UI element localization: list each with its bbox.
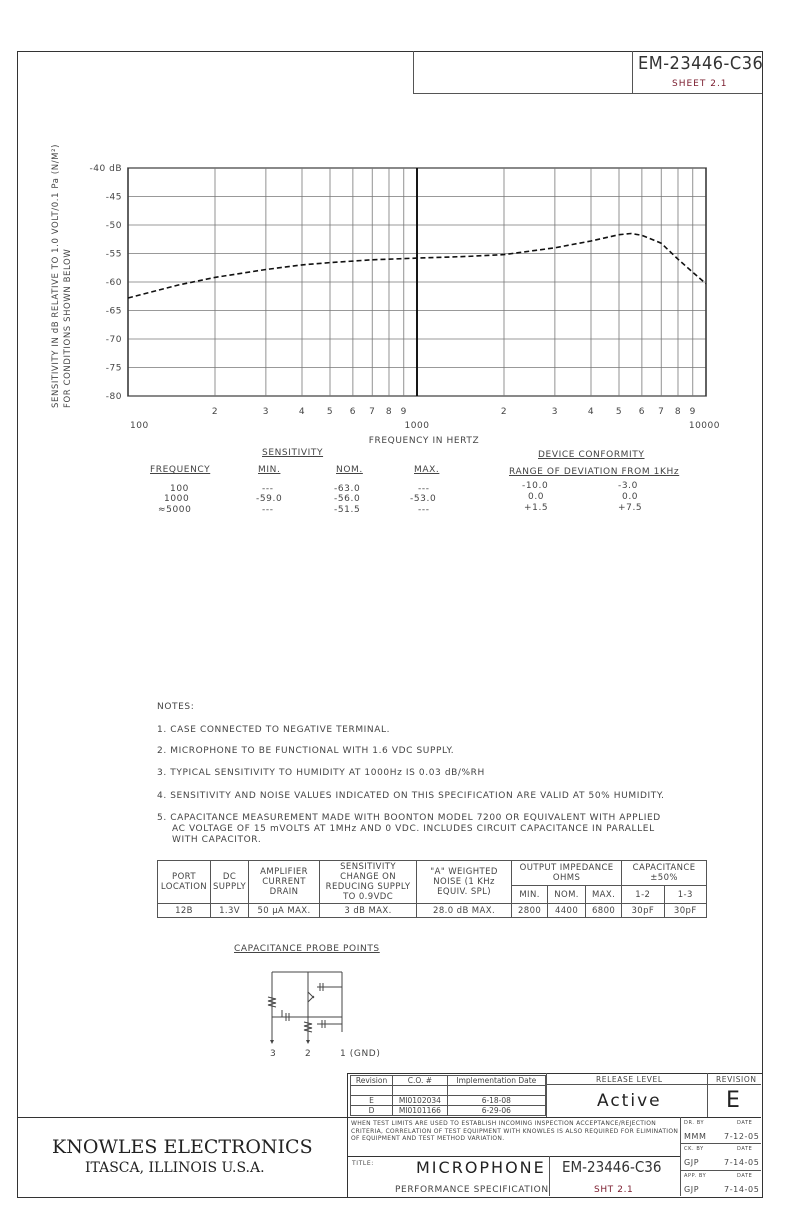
- sens-row1-max: ---: [418, 484, 430, 494]
- approval-3-date: 7-14-05: [724, 1185, 760, 1194]
- approval-2-date: 7-14-05: [724, 1158, 760, 1167]
- sens-row1-nom: -63.0: [334, 484, 361, 494]
- spec-h-dc: DC SUPPLY: [211, 861, 249, 904]
- approval-1-box: [681, 1117, 761, 1144]
- spec-sub-min: MIN.: [512, 886, 548, 904]
- sens-header-max: MAX.: [414, 465, 440, 475]
- company-divider: [17, 1117, 347, 1118]
- y-tick-label: -40 dB: [89, 164, 122, 174]
- note-5-line3: WITH CAPACITOR.: [172, 835, 262, 845]
- note-1: 1. CASE CONNECTED TO NEGATIVE TERMINAL.: [157, 725, 391, 735]
- spec-h-noise: "A" WEIGHTED NOISE (1 KHz EQUIV. SPL): [417, 861, 512, 904]
- spec-sub-nom: NOM.: [548, 886, 586, 904]
- approval-1-date-label: DATE: [737, 1120, 753, 1126]
- spec-h-impedance: OUTPUT IMPEDANCE OHMS: [512, 861, 622, 886]
- rev-h-date: Implementation Date: [447, 1076, 545, 1086]
- x-tick-label: 5: [326, 407, 334, 417]
- sens-row2-freq: 1000: [164, 494, 190, 504]
- x-tick-label: 2: [211, 407, 219, 417]
- sens-row2-min: -59.0: [256, 494, 283, 504]
- note-5-line2: AC VOLTAGE OF 15 mVOLTS AT 1MHz AND 0 VDC. INCLUDES CIRCUIT CAPACITANCE IN PARALLEL: [172, 824, 655, 834]
- x-tick-label: 1000: [404, 421, 430, 431]
- conf-row3-a: +1.5: [524, 503, 549, 513]
- title-row-line: [347, 1156, 681, 1157]
- spec-h-capacitance: CAPACITANCE ±50%: [622, 861, 707, 886]
- chart-ylabel-line2: FOR CONDITIONS SHOWN BELOW: [63, 248, 73, 408]
- revision-value: E: [726, 1088, 740, 1113]
- x-tick-label: 7: [369, 407, 376, 417]
- approval-1-date: 7-12-05: [724, 1132, 760, 1141]
- conf-row1-b: -3.0: [618, 481, 638, 491]
- note-4: 4. SENSITIVITY AND NOISE VALUES INDICATED ON THIS SPECIFICATION ARE VALID AT 50% HUMIDITY.: [157, 791, 665, 801]
- probe-label-1: 1 (GND): [340, 1049, 381, 1059]
- sensitivity-title: SENSITIVITY: [262, 448, 324, 458]
- y-tick-label: -80: [105, 392, 122, 402]
- x-tick-label: 8: [385, 407, 393, 417]
- title-sheet: SHT 2.1: [594, 1185, 634, 1195]
- spec-sub-cap13: 1-3: [664, 886, 706, 904]
- title-label: TITLE:: [352, 1160, 374, 1167]
- spec-v-imp-max: 6800: [586, 904, 622, 918]
- spec-table: [157, 860, 707, 918]
- sens-header-nom: NOM.: [336, 465, 363, 475]
- release-header-line: [546, 1084, 761, 1085]
- spec-v-sens: 3 dB MAX.: [320, 904, 417, 918]
- notes-title: NOTES:: [157, 702, 195, 712]
- spec-v-cap12: 30pF: [622, 904, 664, 918]
- spec-v-cap13: 30pF: [664, 904, 706, 918]
- sens-row1-min: ---: [262, 484, 274, 494]
- company-name: KNOWLES ELECTRONICS: [52, 1136, 313, 1158]
- sens-header-frequency: FREQUENCY: [150, 465, 211, 475]
- approval-1-role: DR. BY: [684, 1120, 705, 1126]
- approval-3-date-label: DATE: [737, 1173, 753, 1179]
- spec-v-imp-min: 2800: [512, 904, 548, 918]
- release-value: Active: [597, 1091, 662, 1111]
- y-tick-label: -65: [105, 306, 122, 317]
- spec-v-imp-nom: 4400: [548, 904, 586, 918]
- conformity-title: DEVICE CONFORMITY: [538, 450, 645, 460]
- x-tick-label: 100: [130, 421, 149, 431]
- spec-sub-cap12: 1-2: [622, 886, 664, 904]
- drawing-title: MICROPHONE: [416, 1158, 546, 1177]
- note-5-line1: 5. CAPACITANCE MEASUREMENT MADE WITH BOONTON MODEL 7200 OR EQUIVALENT WITH APPLIED: [157, 813, 661, 823]
- x-tick-label: 4: [298, 407, 306, 417]
- note-3: 3. TYPICAL SENSITIVITY TO HUMIDITY AT 1000Hz IS 0.03 dB/%RH: [157, 768, 485, 778]
- probe-label-2: 2: [305, 1049, 312, 1059]
- x-tick-label: 9: [689, 407, 696, 417]
- x-tick-label: 2: [500, 407, 508, 417]
- sens-header-min: MIN.: [258, 465, 281, 475]
- conf-row3-b: +7.5: [618, 503, 643, 513]
- x-tick-label: 8: [674, 407, 682, 417]
- rev-d-date: 6-29-06: [447, 1106, 545, 1116]
- sens-row2-max: -53.0: [410, 494, 437, 504]
- spec-h-port: PORT LOCATION: [158, 861, 211, 904]
- drawing-subtitle: PERFORMANCE SPECIFICATION: [395, 1185, 549, 1195]
- spec-v-dc: 1.3V: [211, 904, 249, 918]
- sens-row3-nom: -51.5: [334, 505, 361, 515]
- chart-xlabel: FREQUENCY IN HERTZ: [368, 436, 480, 446]
- y-tick-label: -75: [105, 363, 122, 374]
- header-sheet: SHEET 2.1: [672, 79, 728, 89]
- rev-h-revision: Revision: [351, 1076, 393, 1086]
- y-tick-label: -55: [105, 249, 122, 260]
- rev-e-date: 6-18-08: [447, 1096, 545, 1106]
- x-tick-label: 4: [587, 407, 595, 417]
- approval-3-name: GJP: [684, 1185, 700, 1194]
- spec-h-sens: SENSITIVITY CHANGE ON REDUCING SUPPLY TO 0.9VDC: [320, 861, 417, 904]
- x-tick-label: 9: [400, 407, 407, 417]
- approval-2-role: CK. BY: [684, 1146, 704, 1152]
- conf-row1-a: -10.0: [522, 481, 549, 491]
- y-tick-label: -45: [105, 192, 122, 203]
- y-tick-label: -50: [105, 221, 122, 231]
- x-tick-label: 3: [551, 407, 559, 417]
- x-tick-label: 7: [658, 407, 665, 417]
- rev-e-co: MI0102034: [393, 1096, 448, 1106]
- conformity-subtitle: RANGE OF DEVIATION FROM 1KHz: [509, 467, 680, 477]
- spec-v-port: 12B: [158, 904, 211, 918]
- approval-3-role: APP. BY: [684, 1173, 707, 1179]
- y-tick-label: -70: [105, 335, 122, 345]
- chart-grid: [128, 168, 706, 396]
- x-tick-label: 10000: [688, 421, 720, 431]
- revision-label: REVISION: [716, 1075, 757, 1084]
- approval-2-date-label: DATE: [737, 1146, 753, 1152]
- x-tick-label: 5: [615, 407, 623, 417]
- spec-h-amp: AMPLIFIER CURRENT DRAIN: [249, 861, 320, 904]
- approval-3-box: [681, 1171, 761, 1196]
- title-divider: [549, 1156, 550, 1196]
- rev-h-co: C.O. #: [393, 1076, 448, 1086]
- sens-row2-nom: -56.0: [334, 494, 361, 504]
- spec-sub-max: MAX.: [586, 886, 622, 904]
- x-tick-label: 3: [262, 407, 270, 417]
- release-label: RELEASE LEVEL: [596, 1075, 663, 1084]
- sens-row3-min: ---: [262, 505, 274, 515]
- probe-label-3: 3: [270, 1049, 277, 1059]
- sensitivity-chart: [0, 0, 790, 450]
- sens-row1-freq: 100: [170, 484, 189, 494]
- disclaimer: WHEN TEST LIMITS ARE USED TO ESTABLISH INCOMING INSPECTION ACCEPTANCE/REJECTION CRITERIA, CORRELATION OF TEST EQUIPMENT WITH KNOWLES IS ALSO REQUIRED FOR ELIMINATION OF EQUIPMENT AND TEST METHOD VARIATION.: [351, 1120, 679, 1142]
- conf-row2-a: 0.0: [528, 492, 545, 502]
- rev-d: D: [351, 1106, 393, 1116]
- note-2: 2. MICROPHONE TO BE FUNCTIONAL WITH 1.6 VDC SUPPLY.: [157, 746, 455, 756]
- spec-v-noise: 28.0 dB MAX.: [417, 904, 512, 918]
- revision-history: [350, 1075, 546, 1116]
- sens-row3-max: ---: [418, 505, 430, 515]
- spec-v-amp: 50 μA MAX.: [249, 904, 320, 918]
- x-tick-label: 6: [638, 407, 646, 417]
- approval-1-name: MMM: [684, 1132, 707, 1141]
- rev-e: E: [351, 1096, 393, 1106]
- approval-2-box: [681, 1144, 761, 1171]
- sens-row3-freq: ≈5000: [158, 505, 192, 515]
- conf-row2-b: 0.0: [622, 492, 639, 502]
- title-doc-number: EM-23446-C36: [562, 1158, 662, 1176]
- approval-2-name: GJP: [684, 1158, 700, 1167]
- rev-d-co: MI0101166: [393, 1106, 448, 1116]
- chart-ylabel-line1: SENSITIVITY IN dB RELATIVE TO 1.0 VOLT/0.1 Pa (N/M²): [51, 143, 61, 408]
- probe-schematic: [262, 962, 352, 1046]
- company-location: ITASCA, ILLINOIS U.S.A.: [85, 1160, 265, 1176]
- y-tick-label: -60: [105, 278, 122, 288]
- chart-x-ticks: [130, 407, 720, 431]
- chart-y-ticks: [90, 164, 122, 402]
- header-doc-number: EM-23446-C36: [638, 53, 764, 74]
- probe-title: CAPACITANCE PROBE POINTS: [234, 944, 380, 954]
- x-tick-label: 6: [349, 407, 357, 417]
